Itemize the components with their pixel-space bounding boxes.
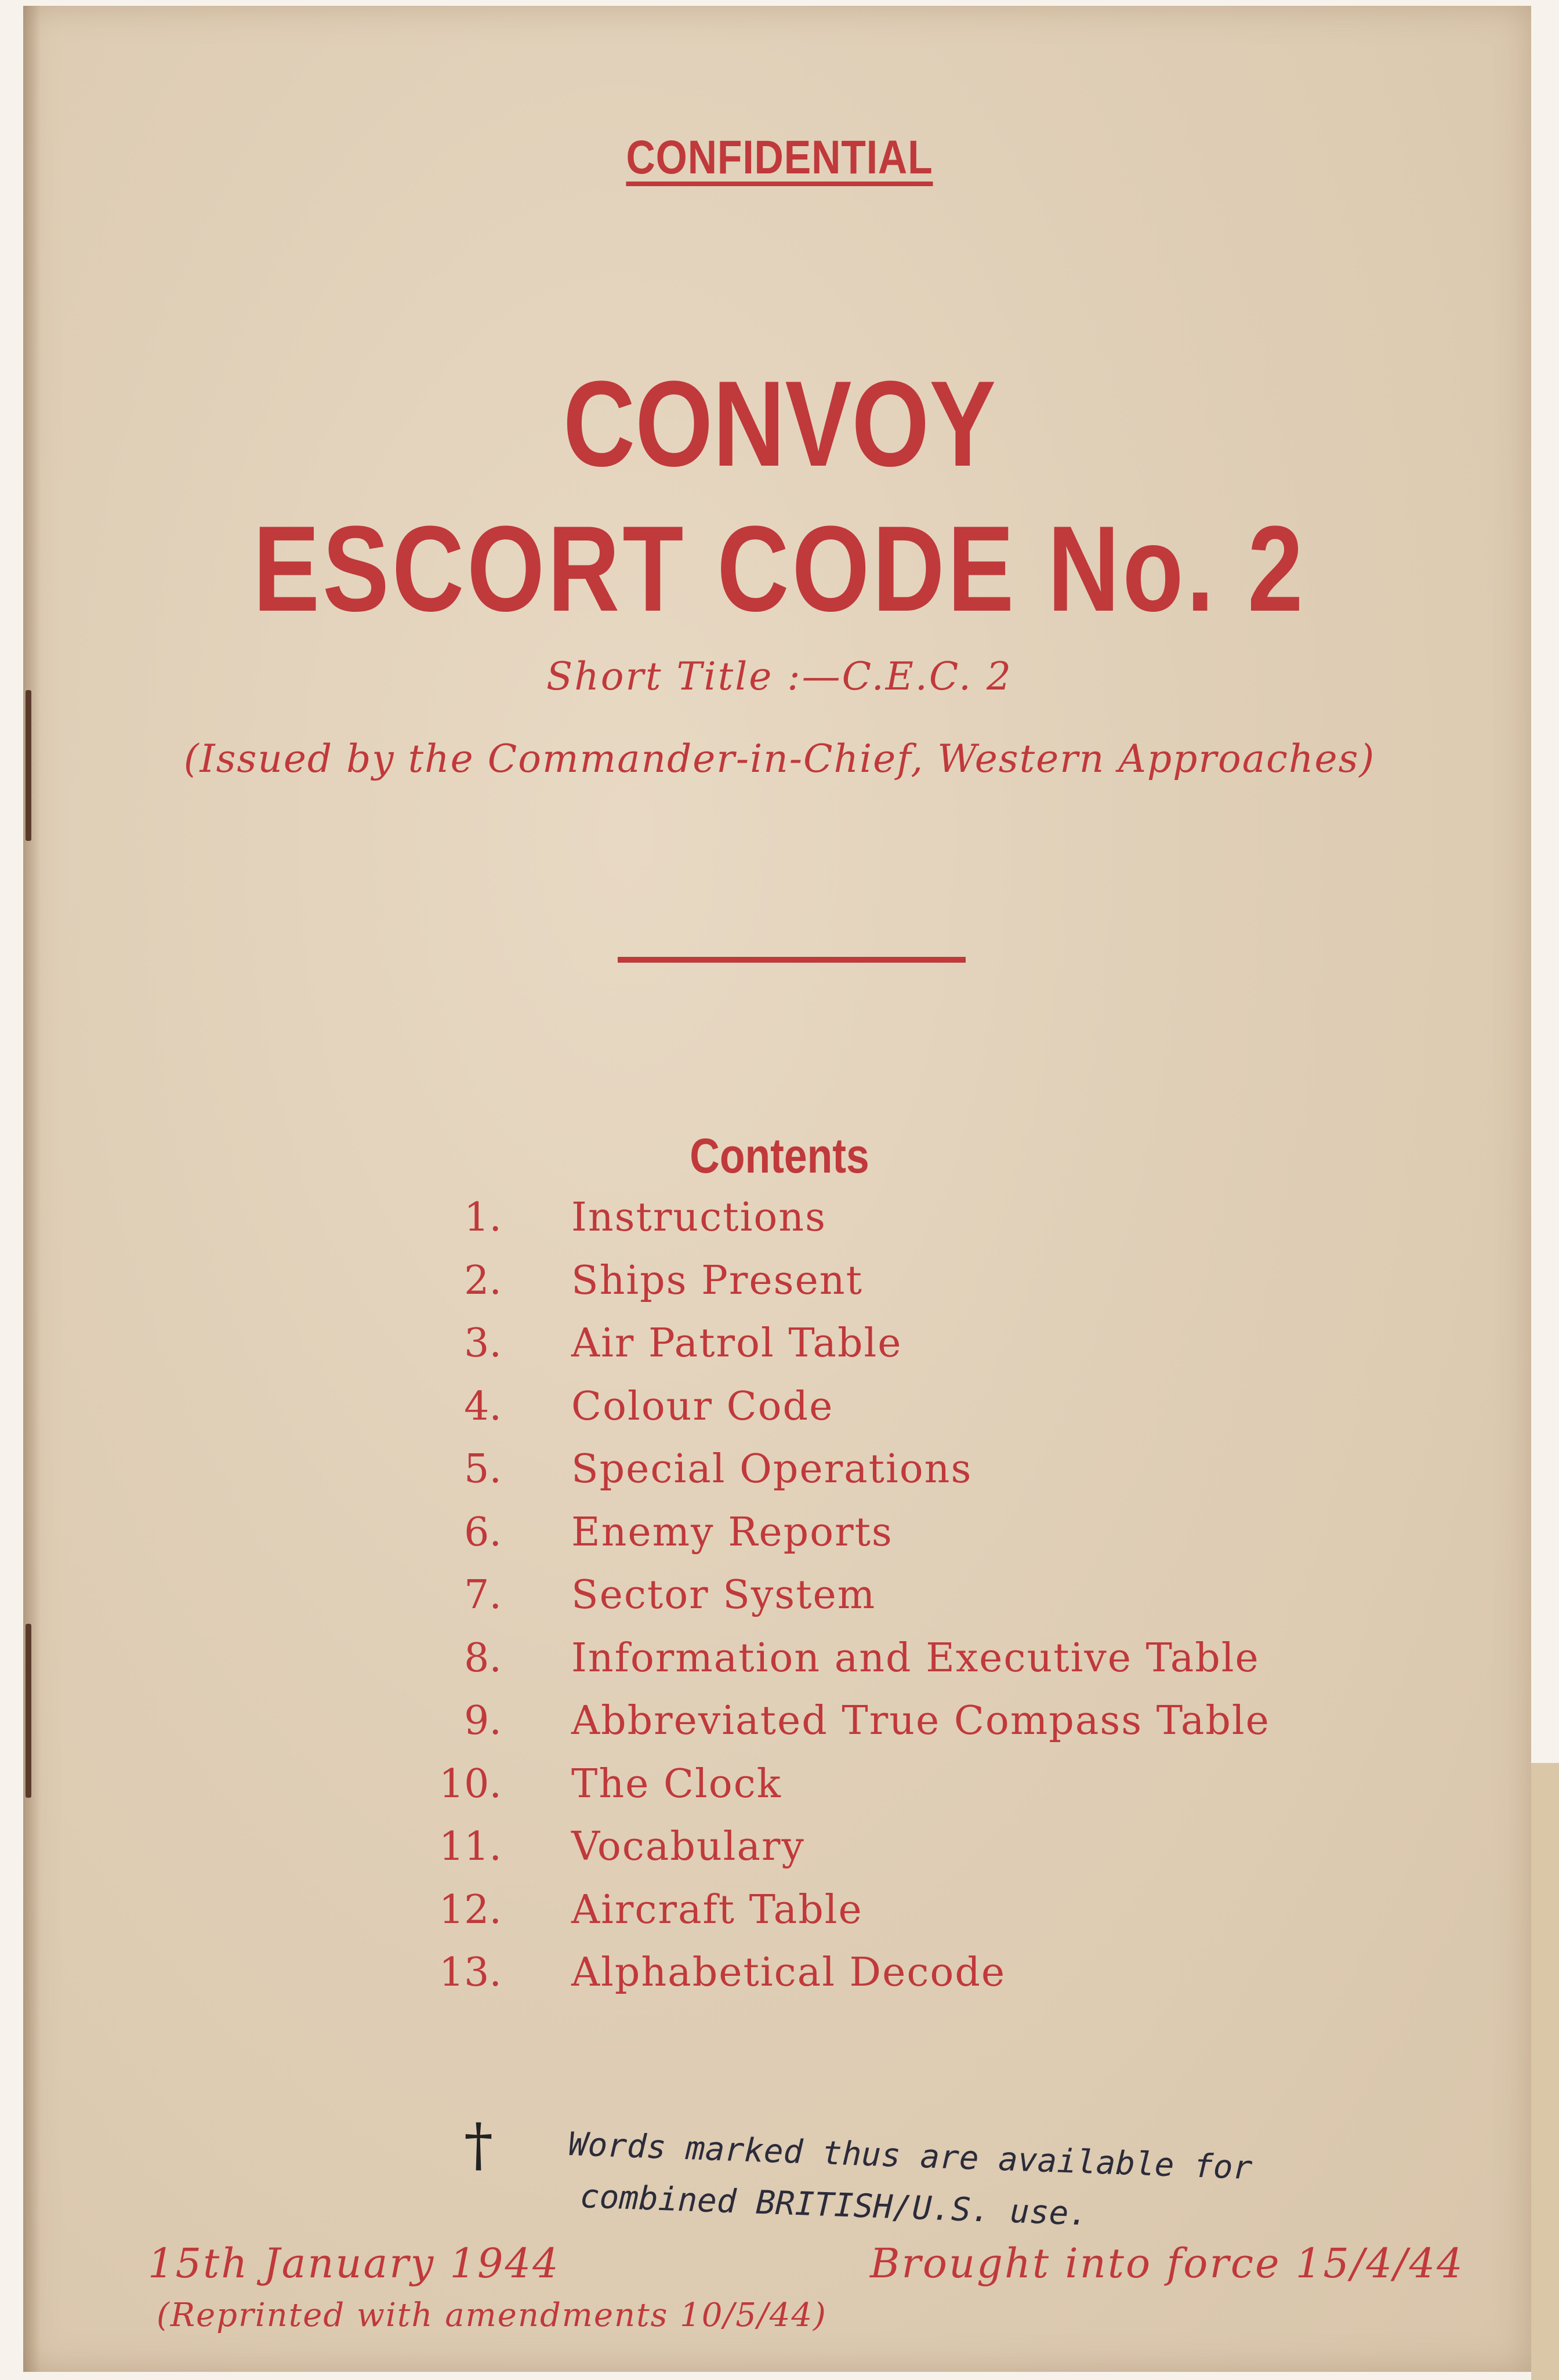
issued-by: (Issued by the Commander-in-Chief, Western Approaches) bbox=[183, 737, 1376, 781]
item-label: Information and Executive Table bbox=[571, 1635, 1260, 1681]
item-number: 3. bbox=[464, 1320, 502, 1366]
issue-date: 15th January 1944 bbox=[148, 2240, 560, 2287]
item-label: Ships Present bbox=[571, 1257, 863, 1304]
list-item bbox=[438, 1761, 1369, 1824]
item-label: Abbreviated True Compass Table bbox=[571, 1698, 1270, 1744]
contents-list bbox=[438, 1195, 1369, 2013]
item-number: 9. bbox=[464, 1698, 502, 1744]
item-number: 13. bbox=[438, 1950, 502, 1996]
item-number: 2. bbox=[464, 1257, 502, 1304]
item-number: 1. bbox=[464, 1195, 502, 1240]
item-label: Instructions bbox=[571, 1195, 826, 1240]
page-edge bbox=[1531, 1763, 1559, 2380]
title-line-2: ESCORT CODE No. 2 bbox=[253, 500, 1306, 637]
item-label: Aircraft Table bbox=[571, 1886, 863, 1933]
item-label: Vocabulary bbox=[571, 1824, 805, 1870]
classification-label: CONFIDENTIAL bbox=[626, 131, 933, 184]
item-number: 4. bbox=[464, 1383, 502, 1430]
list-item bbox=[441, 1698, 1369, 1761]
divider-rule bbox=[618, 957, 966, 963]
list-item bbox=[441, 1635, 1369, 1699]
item-number: 12. bbox=[438, 1886, 502, 1933]
item-label: Special Operations bbox=[571, 1446, 973, 1492]
item-number: 7. bbox=[464, 1572, 502, 1618]
handwritten-note-line-1: Words marked thus are available for bbox=[567, 2125, 1253, 2187]
dagger-mark: † bbox=[464, 2111, 493, 2179]
force-date: Brought into force 15/4/44 bbox=[870, 2240, 1464, 2287]
item-number: 5. bbox=[464, 1446, 502, 1492]
item-label: Enemy Reports bbox=[571, 1509, 893, 1555]
list-item bbox=[438, 1824, 1369, 1887]
list-item bbox=[438, 1950, 1369, 2013]
short-title: Short Title :—C.E.C. 2 bbox=[546, 654, 1013, 699]
contents-heading: Contents bbox=[690, 1129, 869, 1183]
list-item bbox=[438, 1886, 1369, 1950]
title-line-1: CONVOY bbox=[563, 355, 996, 492]
item-number: 11. bbox=[438, 1824, 502, 1870]
item-label: Colour Code bbox=[571, 1383, 834, 1430]
staple-bottom bbox=[26, 1624, 31, 1798]
item-number: 10. bbox=[438, 1761, 502, 1807]
list-item bbox=[441, 1258, 1369, 1321]
list-item bbox=[441, 1384, 1369, 1447]
spine-shadow bbox=[23, 6, 41, 2372]
list-item bbox=[441, 1510, 1369, 1573]
item-label: Alphabetical Decode bbox=[571, 1950, 1006, 1996]
handwritten-note-line-2: combined BRITISH/U.S. use. bbox=[579, 2178, 1089, 2233]
list-item bbox=[441, 1572, 1369, 1635]
reprint-note: (Reprinted with amendments 10/5/44) bbox=[157, 2296, 827, 2334]
list-item bbox=[441, 1320, 1369, 1384]
item-number: 6. bbox=[464, 1509, 502, 1555]
list-item bbox=[441, 1195, 1369, 1258]
item-label: Air Patrol Table bbox=[571, 1320, 902, 1366]
item-label: Sector System bbox=[571, 1572, 876, 1618]
item-number: 8. bbox=[464, 1635, 502, 1681]
list-item bbox=[441, 1446, 1369, 1510]
item-label: The Clock bbox=[571, 1761, 782, 1807]
